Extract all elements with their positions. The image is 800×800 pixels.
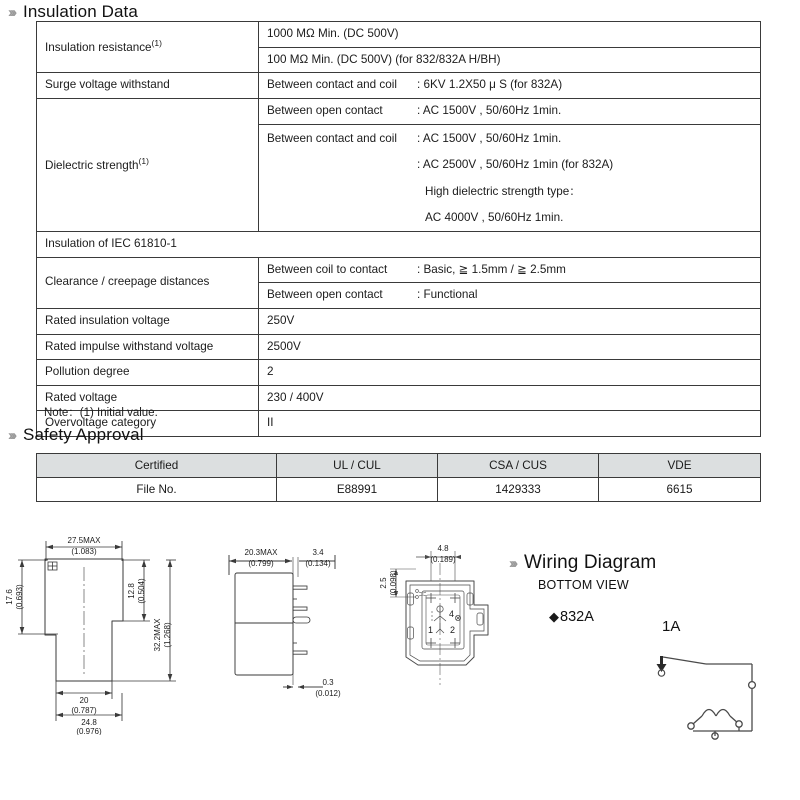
drawing-side-view [205, 535, 370, 715]
row-label-pollution-degree: Pollution degree [37, 360, 259, 386]
safety-header-csa-cus: CSA / CUS [438, 454, 599, 478]
dielectric-coil-value: : AC 1500V , 50/60Hz 1min. [417, 131, 562, 145]
table-row [37, 73, 761, 99]
safety-header-certified: Certified [37, 454, 277, 478]
dielectric-line-2500v: : AC 2500V , 50/60Hz 1min (for 832A) [417, 158, 614, 172]
dim-terminal-thickness: 0.3 [322, 678, 334, 687]
diamond-bullet-icon: ◆ [549, 609, 559, 624]
row-label-insulation-resistance: Insulation resistance$^{(1)}$ [37, 22, 259, 73]
dim-depth-max: 20.3MAX [244, 548, 278, 557]
table-row [37, 232, 761, 258]
dim-width-max: 27.5MAX [67, 536, 101, 545]
page-title: Insulation Data [23, 2, 138, 21]
dim-terminal-length-inch: (0.134) [305, 559, 331, 568]
dielectric-line-high-type: High dielectric strength type： [425, 184, 581, 198]
safety-cell-csa-cus-value: 1429333 [438, 478, 599, 502]
dielectric-coil-key: Between contact and coil [267, 131, 397, 145]
surge-value: : 6KV 1.2X50 μ S (for 832A) [417, 78, 563, 92]
clearance-key-1: Between coil to contact [267, 262, 388, 276]
dim-terminal-thickness-inch: (0.012) [315, 689, 341, 698]
dielectric-open-value: : AC 1500V , 50/60Hz 1min. [417, 103, 562, 117]
table-row [37, 334, 761, 360]
safety-cell-file-no-label: File No. [37, 478, 277, 502]
table-row [37, 360, 761, 386]
model-name: 832A [560, 609, 594, 625]
row-label-rated-insulation-voltage: Rated insulation voltage [37, 308, 259, 334]
footnote-text: Note：(1) Initial value. [44, 407, 158, 419]
safety-approval-table [36, 453, 761, 502]
footnote-marker: (1) [151, 38, 162, 49]
dim-body-width: 20 [79, 696, 89, 705]
table-header-row [37, 454, 761, 478]
cell-dielectric-open-contact [259, 98, 761, 124]
drawing-bottom-pin-view [370, 535, 530, 715]
cell-insulation-resistance-2: 100 MΩ Min. (DC 500V) (for 832/832A H/BH) [259, 47, 761, 73]
dim-total-height-max-inch: (1.268) [163, 622, 172, 648]
dim-shoulder-height: 12.8 [127, 583, 136, 599]
model-tag-832a [549, 609, 594, 625]
triple-chevron-icon: ››› [7, 426, 15, 444]
row-label-dielectric-strength: Dielectric strength$^{(1)}$ [37, 98, 259, 231]
dim-body-width-inch: (0.787) [71, 706, 97, 715]
table-row [37, 257, 761, 283]
cell-dielectric-contact-coil [259, 124, 761, 232]
triple-chevron-icon: ››› [7, 3, 15, 21]
surge-key: Between contact and coil [267, 78, 397, 92]
table-row [37, 22, 761, 48]
cell-rated-voltage: 230 / 400V [259, 385, 761, 411]
row-label-rated-voltage: Rated voltage [37, 385, 259, 411]
triple-chevron-icon: ››› [508, 554, 516, 572]
wiring-circuit-diagram [640, 640, 780, 750]
row-label-iec-61810: Insulation of IEC 61810-1 [37, 232, 761, 258]
row-label-rated-impulse-withstand-voltage: Rated impulse withstand voltage [37, 334, 259, 360]
wiring-diagram-title: Wiring Diagram [524, 552, 657, 573]
safety-header-vde: VDE [599, 454, 761, 478]
dielectric-line-4000v: AC 4000V , 50/60Hz 1min. [425, 211, 564, 225]
insulation-data-table [36, 21, 761, 437]
dim-depth-max-inch: (0.799) [248, 559, 274, 568]
row-label-surge-voltage-withstand: Surge voltage withstand [37, 73, 259, 99]
wiring-subtitle: BOTTOM VIEW [538, 578, 629, 592]
cell-insulation-resistance-1: 1000 MΩ Min. (DC 500V) [259, 22, 761, 48]
dim-left-height: 17.6 [5, 589, 14, 605]
dim-total-height-max: 32.2MAX [153, 618, 162, 652]
section-header-safety [8, 425, 144, 445]
safety-cell-ul-cul-value: E88991 [277, 478, 438, 502]
dim-pin-pitch-inch: (0.189) [430, 555, 456, 564]
cell-rated-insulation-voltage: 250V [259, 308, 761, 334]
cell-clearance-coil-contact [259, 257, 761, 283]
drawing-front-view [0, 535, 205, 735]
cell-clearance-open-contact [259, 283, 761, 309]
safety-header-ul-cul: UL / CUL [277, 454, 438, 478]
dim-width-max-inch: (1.083) [71, 547, 97, 556]
pin-number-4: 4 [449, 609, 455, 619]
clearance-value-1: : Basic, ≧ 1.5mm / ≧ 2.5mm [417, 262, 566, 276]
dim-shoulder-height-inch: (0.504) [137, 578, 146, 604]
row-label-overvoltage-category: Overvoltage category [37, 411, 259, 437]
dim-edge-offset-inch: (0.098) [389, 570, 398, 596]
cell-surge-voltage [259, 73, 761, 99]
cell-rated-impulse-withstand-voltage: 2500V [259, 334, 761, 360]
safety-approval-title: Safety Approval [23, 425, 144, 444]
table-row [37, 478, 761, 502]
contact-terminal-icon [657, 656, 667, 676]
cell-overvoltage-category: II [259, 411, 761, 437]
dim-overall-width-inch: (0.976) [76, 727, 102, 735]
clearance-key-2: Between open contact [267, 288, 383, 302]
pin-number-1: 1 [428, 625, 434, 635]
table-row [37, 98, 761, 124]
dim-left-height-inch: (0.693) [15, 584, 24, 610]
contact-form-label: 1A [662, 618, 681, 635]
footnote-marker: (1) [138, 156, 149, 167]
dielectric-open-key: Between open contact [267, 103, 383, 117]
row-label-clearance-creepage: Clearance / creepage distances [37, 257, 259, 308]
clearance-value-2: : Functional [417, 288, 478, 302]
pin-number-2: 2 [450, 625, 456, 635]
dim-overall-width: 24.8 [81, 718, 97, 727]
dim-edge-offset: 2.5 [379, 577, 388, 589]
dim-terminal-length: 3.4 [312, 548, 324, 557]
section-header-wiring [509, 552, 656, 574]
table-row [37, 308, 761, 334]
safety-cell-vde-value: 6615 [599, 478, 761, 502]
section-header-insulation [8, 2, 138, 22]
dim-pin-pitch: 4.8 [437, 544, 449, 553]
cell-pollution-degree: 2 [259, 360, 761, 386]
